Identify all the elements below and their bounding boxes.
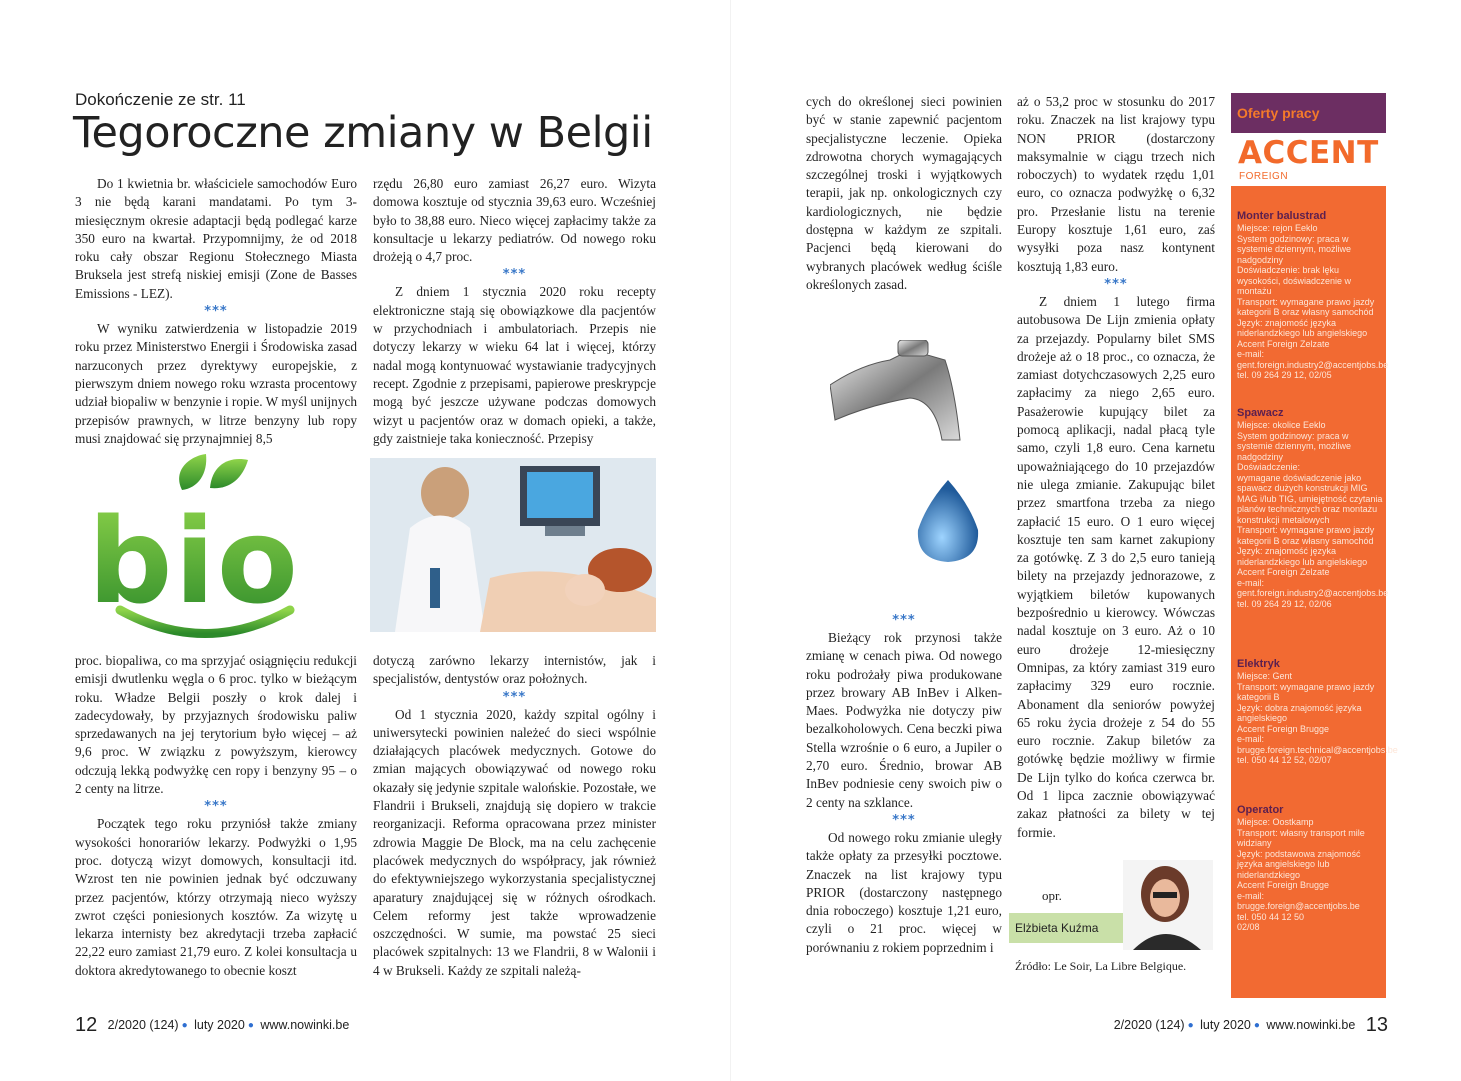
author-name: Elżbieta Kuźma [1015,921,1099,935]
column-1-top [75,175,357,448]
article-title: Tegoroczne zmiany w Belgii [73,108,653,158]
column-4 [1017,93,1215,842]
paragraph: Początek tego roku przyniósł także zmiany wysokości honorariów lekarzy. Podwyżki o 1,95 proc. dotyczą wizyt domowych, konsultacji itd. Wzrost ten nie powinien jednak być odczuwany przez pacjentów, którzy otrzymają nieco wyższy zwrot części poniesionych kosztów. Za wizytę u lekarza internisty bez akredytacji trzeba zapłacić 22,22 euro zamiast 21,79 euro. Z kolei konsultacja u doktora akredytowanego to obecnie koszt [75,816,357,978]
job-listing [1237,209,1389,381]
job-title: Elektryk [1237,658,1280,670]
job-details: Miejsce: okolice Eeklo System godzinowy: praca w systemie dziennym, możliwe nadgodziny Doświadczenie: wymagane doświadczenie jako spawacz dużych konstrukcji MIG MAG i/lub TIG, umiejętność czytania planów technicznych oraz montażu konstrukcji metalowych Transport: wymagane prawo jazdy kategorii B oraz własny samochód Język: znajomość języka niderlandzkiego lub angielskiego Accent Foreign Zelzate e-mail: gent.foreign.industry2@accentjobs.be tel. 09 264 29 12, 02/06 [1237,420,1389,609]
job-listing [1237,803,1383,933]
accent-logo: ACCENT [1238,135,1379,171]
byline-prefix: opr. [1042,888,1062,903]
paragraph: Z dniem 1 lutego firma autobusowa De Lijn zmienia opłaty za przejazdy. Popularny bilet SMS drożeje aż o 18 proc., co oznacza, że zamiast dotychczasowych 2,25 euro zapłacimy za niego 2,65 euro. Pasażerowie kupujący bilet za pomocą aplikacji, nadal płacą tyle samo, czyli 1,8 euro. Cena karnetu upoważniającego do 10 przejazdów nie ulega zmianie. Zakupując bilet przez smartfona trzeba za niego zapłacić 15 euro. O 1 euro więcej kosztuje ten sam karnet zakupiony za gotówkę. Z 3 do 2,5 euro tanieją bilety na przejazdy jednorazowe, z wyjątkiem biletów kupowanych bezpośrednio u kierowcy. Wówczas nadal kosztuje on 3 euro. Aż o 10 euro drożeje 12-miesięczny Omnipas, za który zamiast 319 euro zapłacimy 329 euro rocznie. Abonament dla seniorów powyżej 65 roku życia drożeje z 54 do 55 euro rocznie. Zakup biletów za gotówkę będzie możliwy w firmie De Lijn tylko do końca czerwca br. Od 1 lipca zacznie obowiązywać zakaz płatności za bilety w tej formie. [1017,293,1215,840]
footer-left: 12 2/2020 (124) ● luty 2020 ● www.nowinki.be [75,1014,350,1036]
page-number: 12 [75,1014,98,1036]
page-number: 13 [1365,1014,1388,1036]
website-link[interactable]: www.nowinki.be [260,1018,350,1032]
section-separator: *** [892,613,916,628]
continuation-kicker: Dokończenie ze str. 11 [75,90,246,109]
leaf-icon [210,459,248,488]
leaf-icon [179,454,206,490]
paragraph: W wyniku zatwierdzenia w listopadzie 2019 roku przez Ministerstwo Energii i Środowiska zasad narzuconych przez dyrektywy europejskie, z pierwszym dniem nowego roku wzrasta procentowy udział biopaliw w benzynie i ropie. W myśl unijnych przepisów prawnych, w litrze benzyny lub ropy musi znajdować się przynajmniej 8,5 [75,321,358,446]
job-listing [1237,657,1398,766]
paragraph: aż o 53,2 proc w stosunku do 2017 roku. Znaczek na list krajowy typu NON PRIOR (dostarczony maksymalnie w ciągu trzech nich roboczych) to wydatek rzędu 1,01 euro, co oznacza podwyżkę o 6,32 pro. Przesłanie listu na terenie Europy kosztuje 1,61 euro, zaś wysyłki poza nasz kontynent kosztują 1,83 euro. [1017,94,1215,274]
job-title: Operator [1237,804,1284,816]
job-details: Miejsce: rejon Eeklo System godzinowy: praca w systemie dziennym, możliwe nadgodziny Doświadczenie: brak lęku wysokości, doświadczenie w montażu Transport: wymagane prawo jazdy kategorii B oraz własny samochód Język: znajomość języka niderlandzkiego lub angielskiego Accent Foreign Zelzate e-mail: gent.foreign.industry2@accentjobs.be tel. 09 264 29 12, 02/05 [1237,223,1389,380]
accent-logo-subtitle: FOREIGN [1239,171,1289,182]
paragraph: Od nowego roku zmianie uległy także opłaty za przesyłki pocztowe. Znaczek na list krajowy typu PRIOR (dostarczony następnego dnia roboczego) kosztuje 1,21 euro, czyli o 21 proc. więcej w porównaniu z rokiem poprzednim i [806,829,1002,955]
paragraph: Od 1 stycznia 2020, każdy szpital ogólny i uniwersytecki powinien należeć do sieci wspólnie działających placówek medycznych. Gotowe do zmian mających obowiązywać od nowego roku okazały się jedynie szpitale walońskie. Pozostałe, we Flandrii i Brukseli, znajdują się dopiero w trakcie reorganizacji. Reforma opracowana przez minister zdrowia Maggie De Block, ma na celu zachęcenie placówek medycznych do współpracy, jak również do efektywniejszego wykorzystania specjalistycznej aparatury znajdującej się w różnych ośrodkach. Celem reformy jest także wprowadzenie oszczędności. W sumie, ma powstać 25 sieci placówek szpitalnych: 13 we Flandrii, 8 w Walonii i 4 w Brukseli. Każdy ze szpitali należą- [373,706,656,978]
section-separator: *** [1104,276,1128,292]
bio-logo-illustration [80,452,330,652]
column-3-bottom [806,612,1002,957]
paragraph: rzędu 26,80 euro zamiast 26,27 euro. Wizyta domowa kosztuje od stycznia 39,63 euro. Wcześniej było to 38,88 euro. Nieco więcej zapłacimy także za konsultacje u lekarzy pediatrów. Od nowego roku drożeją o 4,7 proc. [373,176,656,265]
footer-right: 2/2020 (124) ● luty 2020 ● www.nowinki.be 13 [1113,1014,1388,1036]
faucet-water-drop-illustration [830,340,990,580]
job-details: Miejsce: Oostkamp Transport: własny transport mile widziany Język: podstawowa znajomość języka angielskiego lub niderlandzkiego Accent Foreign Brugge e-mail: brugge.foreign@accentjobs.be tel. 050 44 12 50 02/08 [1237,817,1365,932]
issue-label: 2/2020 (124) [107,1018,179,1032]
job-listing [1237,406,1389,609]
website-link[interactable]: www.nowinki.be [1266,1018,1356,1032]
section-separator: *** [204,799,228,815]
job-title: Monter balustrad [1237,210,1327,222]
month-label: luty 2020 [194,1018,245,1032]
section-separator: *** [892,812,916,828]
month-label: luty 2020 [1200,1018,1251,1032]
issue-label: 2/2020 (124) [1113,1018,1185,1032]
paragraph: Bieżący rok przynosi także zmianę w cenach piwa. Od nowego roku podrożały piwa produkowane przez browary AB InBev i Alken-Maes. Podwyżka nie dotyczy piw bezalkoholowych. Cena beczki piwa Stella wzrośnie o 6 euro, a Jupiler o 2,70 euro. Średnio, browar AB InBev podniesie ceny swoich piw o 2 centy na szklance. [806,630,1002,810]
ads-header-title: Oferty pracy [1237,105,1320,121]
page-spread-divider [730,0,731,1081]
source-attribution: Źródło: Le Soir, La Libre Belgique. [1015,959,1187,973]
paragraph: dotyczą zarówno lekarzy internistów, jak i specjalistów, dentystów oraz położnych. [373,653,656,687]
bio-text: bio [88,492,300,630]
section-separator: *** [502,689,527,705]
column-3-top [806,93,1002,294]
column-1-bottom [75,652,357,980]
paragraph: Z dniem 1 stycznia 2020 roku recepty elektroniczne stają się obowiązkowe dla pacjentów w przychodniach i ambulatoriach. Przepis nie dotyczy lekarzy w wieku 64 lat i więcej, którzy nadal mogą kontynuować wystawianie tradycyjnych recept. Zgodnie z przepisami, papierowe preskrypcje mogą być jeszcze używane podczas domowych wizyt u pacjentów oraz w domach opieki, a także, gdy zaistnieje taka konieczność. Przepisy [373,284,656,446]
section-separator: *** [204,304,228,320]
column-2-bottom [373,652,656,980]
paragraph: cych do określonej sieci powinien być w stanie zapewnić pacjentom specjalistyczne leczenie. Opieka zdrowotna chorych wymagających szczególnej troski i wyjątkowych terapii, jak np. onkologicznych czy kardiologicznych, nie będzie dostępna w każdym ze szpitali. Pacjenci będą kierowani do wybranych placówek według ściśle określonych zasad. [806,94,1002,292]
paragraph: proc. biopaliwa, co ma sprzyjać osiągnięciu redukcji emisji dwutlenku węgla o 6 proc. tylko w bieżącym roku. Władze Belgii poszły o krok dalej i zadecydowały, by przyjaznych środowisku paliw sprzedawanych na jej terytorium było więcej – aż 9,6 proc. W związku z powyższym, kierowcy odczują lekką podwyżkę cen ropy i benzyny 95 – o 2 centy na litrze. [75,653,357,797]
column-2-top [373,175,656,448]
paragraph: Do 1 kwietnia br. właściciele samochodów Euro 3 nie będą karani mandatami. Po tym 3-miesięcznym okresie adaptacji będą podlegać karze 350 euro na kwartał. Przypomnijmy, że od 2018 roku cały obszar Regionu Stołecznego Miasta Bruksela jest strefą niskiej emisji (Zone de Basses Emissions - LEZ). [75,176,357,301]
job-title: Spawacz [1237,407,1284,419]
job-details: Miejsce: Gent Transport: wymagane prawo jazdy kategorii B Język: dobra znajomość języka angielskiego Accent Foreign Brugge e-mail: brugge.foreign.technical@accentjobs.be tel. 050 44 12 52, 02/07 [1237,671,1398,765]
ultrasound-exam-photo [370,458,656,632]
section-separator: *** [502,267,527,283]
author-photo [1123,860,1213,950]
